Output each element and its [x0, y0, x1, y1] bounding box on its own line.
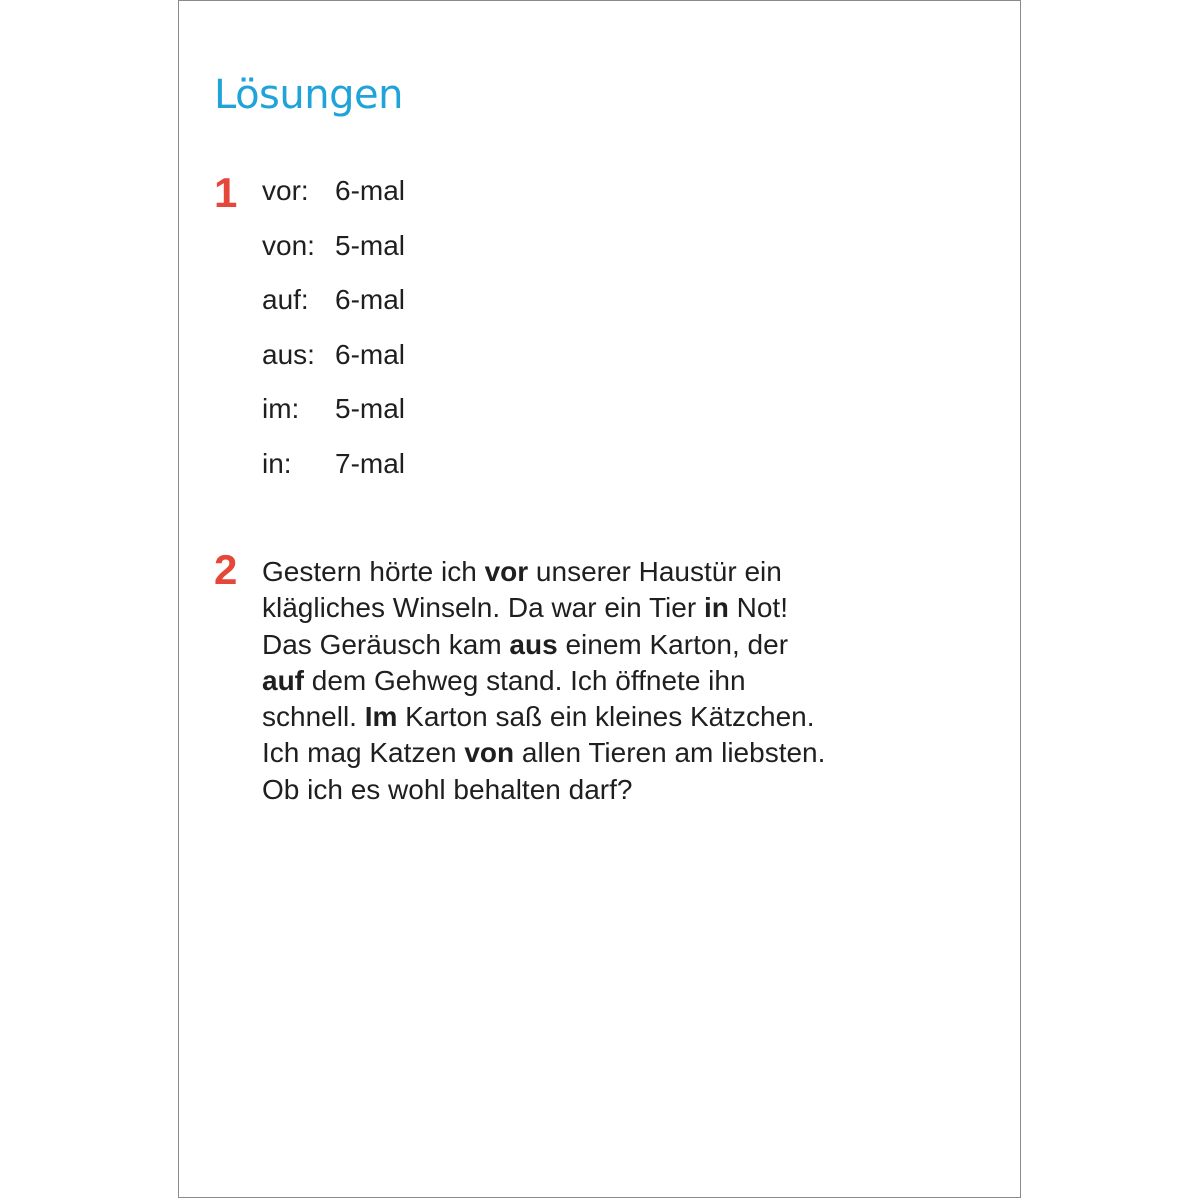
story-text: Not! [728, 592, 788, 624]
count-word: auf: [262, 284, 309, 315]
story-text: Das Geräusch kam [262, 628, 510, 660]
story-text: klägliches Winseln. Da war ein Tier [262, 592, 704, 624]
story-text: schnell. [262, 701, 365, 733]
count-word: aus: [262, 338, 315, 370]
story-line [262, 735, 902, 771]
count-value: 5-mal [335, 393, 406, 424]
exercise-1-number: 1 [214, 169, 238, 216]
count-word: in: [262, 447, 292, 479]
highlighted-preposition: aus [509, 628, 558, 660]
story-text: unserer Haustür ein [528, 556, 782, 587]
story-text: Karton saß ein kleines Kätzchen. [397, 701, 815, 733]
count-value: 6-mal [335, 338, 406, 370]
count-word: im: [262, 393, 300, 424]
count-value: 7-mal [335, 447, 406, 479]
story-line [262, 554, 902, 590]
page-title: Lösungen [214, 72, 403, 118]
count-value: 6-mal [335, 175, 406, 206]
exercise-2-story [262, 554, 902, 808]
highlighted-preposition: von [464, 737, 515, 769]
count-word: vor: [262, 175, 309, 206]
story-text: Gestern hörte ich [262, 556, 485, 587]
count-word: von: [262, 229, 315, 261]
story-line [262, 663, 902, 699]
story-text: Ob ich es wohl behalten darf? [262, 773, 633, 805]
story-text: Ich mag Katzen [262, 737, 465, 769]
count-value: 5-mal [335, 229, 406, 261]
story-line [262, 590, 902, 626]
story-line [262, 627, 902, 663]
highlighted-preposition: Im [364, 701, 398, 733]
exercise-2-number: 2 [214, 546, 238, 593]
story-line [262, 772, 902, 808]
highlighted-preposition: vor [484, 556, 529, 587]
count-value: 6-mal [335, 284, 406, 315]
highlighted-preposition: in [703, 592, 729, 624]
story-text: allen Tieren am liebsten. [514, 737, 826, 769]
highlighted-preposition: auf [262, 664, 304, 696]
story-text: einem Karton, der [557, 628, 789, 660]
story-line [262, 699, 902, 735]
story-text: dem Gehweg stand. Ich öffnete ihn [304, 664, 746, 696]
